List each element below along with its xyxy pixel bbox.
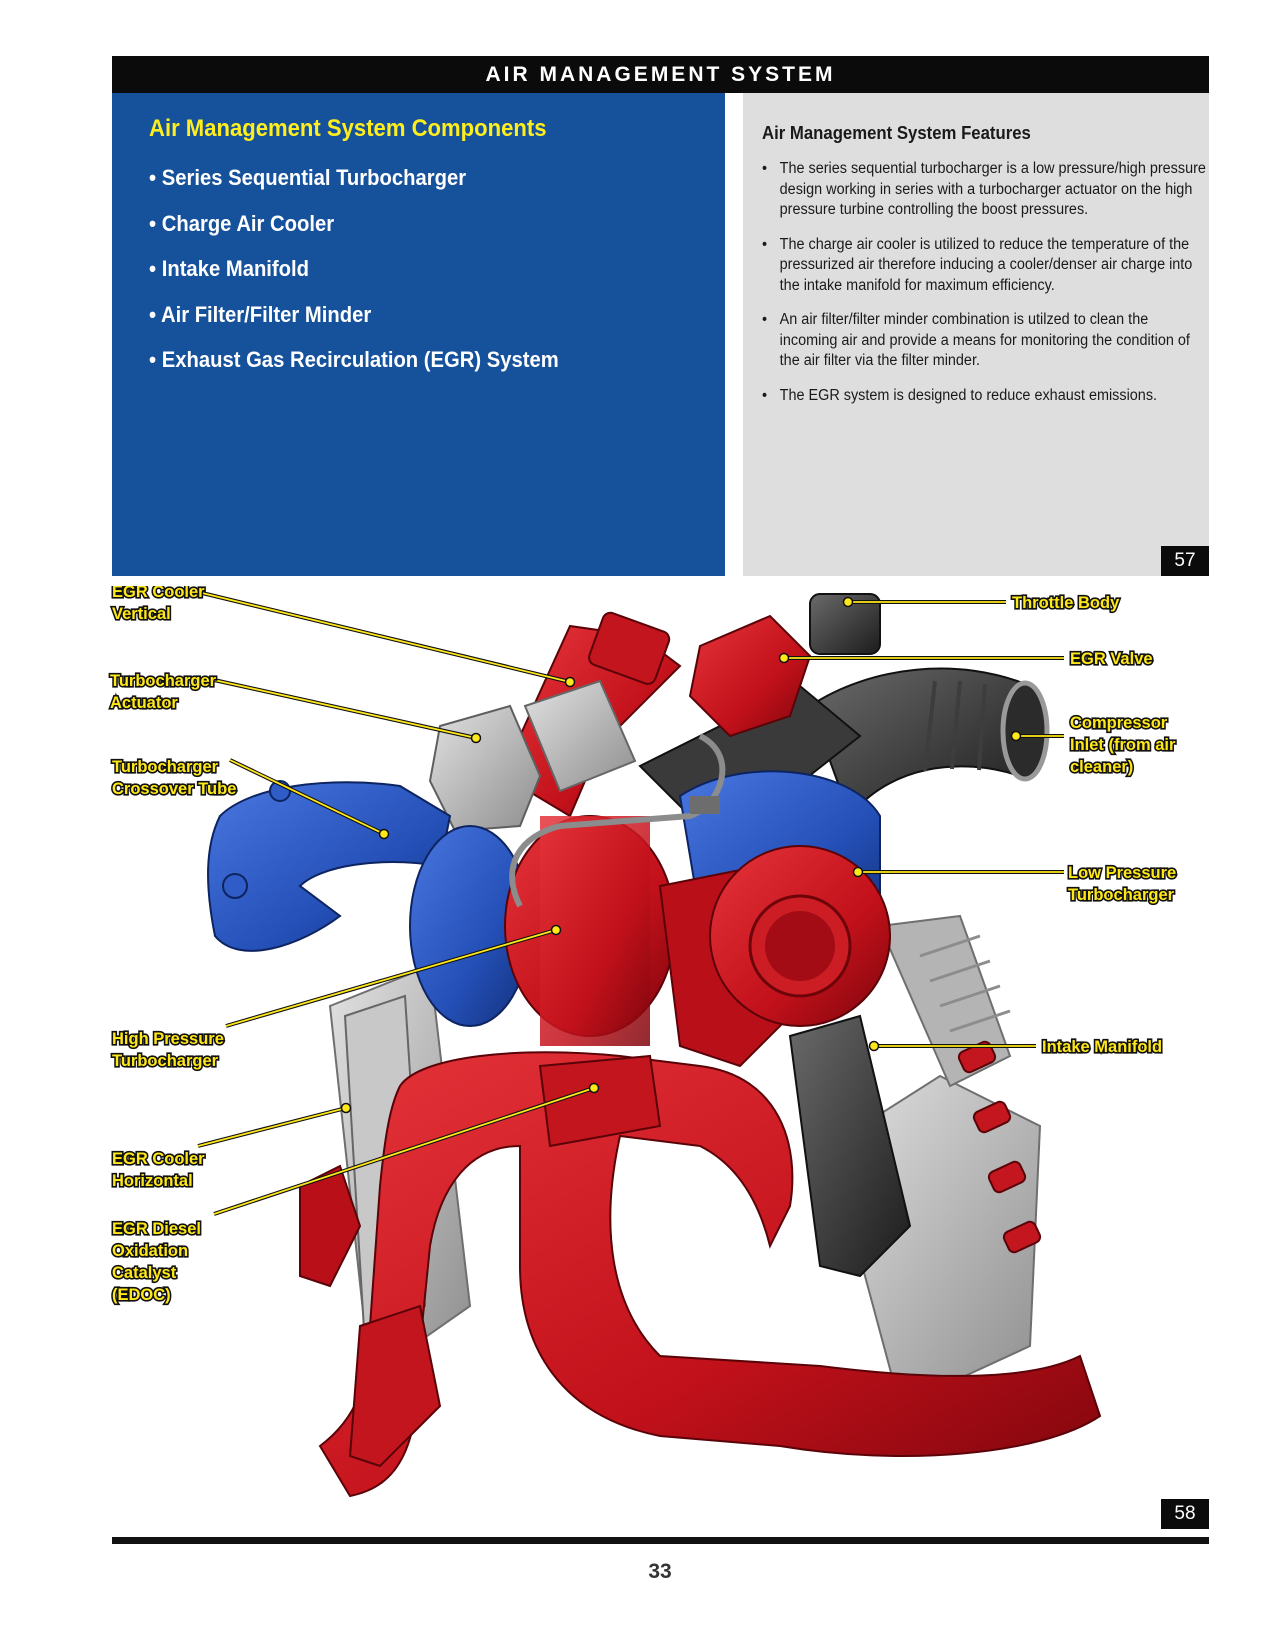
list-item: • Series Sequential Turbocharger bbox=[149, 165, 467, 190]
engine-illustration bbox=[0, 586, 1275, 1546]
callout-egr-diesel-oxidation-catalyst: EGR Diesel Oxidation Catalyst (EDOC) bbox=[112, 1220, 201, 1304]
callout-turbocharger-crossover-tube: Turbocharger Crossover Tube bbox=[112, 758, 237, 798]
callout-throttle-body: Throttle Body bbox=[1012, 594, 1120, 612]
section-title: AIR MANAGEMENT SYSTEM bbox=[485, 62, 836, 86]
features-list bbox=[762, 159, 1206, 420]
slide-number: 57 bbox=[1174, 550, 1196, 571]
callout-compressor-inlet: Compressor Inlet (from air cleaner) bbox=[1070, 714, 1176, 776]
features-title: Air Management System Features bbox=[762, 123, 1031, 143]
section-header bbox=[112, 56, 1209, 93]
features-panel bbox=[743, 93, 1209, 576]
callout-egr-cooler-horizontal: EGR Cooler Horizontal bbox=[112, 1150, 205, 1190]
callout-high-pressure-turbocharger: High Pressure Turbocharger bbox=[112, 1030, 224, 1070]
slide-number-badge bbox=[1161, 1499, 1209, 1529]
list-item: • An air filter/filter minder combination is utilzed to clean the incoming air and provide a means for monitoring the condition of the air filter via the filter minder. bbox=[762, 310, 1207, 372]
callout-intake-manifold: Intake Manifold bbox=[1042, 1038, 1163, 1056]
components-list bbox=[149, 165, 594, 393]
list-item: • The series sequential turbocharger is a low pressure/high pressure design working in series with a turbocharger actuator on the high pressure turbine controlling the boost pressures. bbox=[762, 159, 1207, 221]
list-item: • Exhaust Gas Recirculation (EGR) System bbox=[149, 347, 559, 372]
page-number: 33 bbox=[648, 1560, 672, 1583]
list-item: • The charge air cooler is utilized to reduce the temperature of the pressurized air therefore inducing a cooler/denser air charge into the intake manifold for maximum efficiency. bbox=[762, 235, 1207, 297]
components-panel bbox=[112, 93, 725, 576]
list-item: • Charge Air Cooler bbox=[149, 210, 335, 236]
list-item: • Air Filter/Filter Minder bbox=[149, 301, 372, 327]
slide-number: 58 bbox=[1174, 1503, 1196, 1524]
slide-number-badge bbox=[1161, 546, 1209, 576]
list-item: • Intake Manifold bbox=[149, 256, 310, 281]
components-title: Air Management System Components bbox=[149, 115, 547, 142]
callout-egr-valve: EGR Valve bbox=[1070, 650, 1153, 668]
list-item: • The EGR system is designed to reduce exhaust emissions. bbox=[762, 386, 1207, 407]
callout-turbocharger-actuator: Turbocharger Actuator bbox=[110, 672, 217, 712]
footer-rule bbox=[112, 1537, 1209, 1544]
callout-egr-cooler-vertical: EGR Cooler Vertical bbox=[112, 586, 205, 623]
callout-low-pressure-turbocharger: Low Pressure Turbocharger bbox=[1068, 864, 1177, 904]
